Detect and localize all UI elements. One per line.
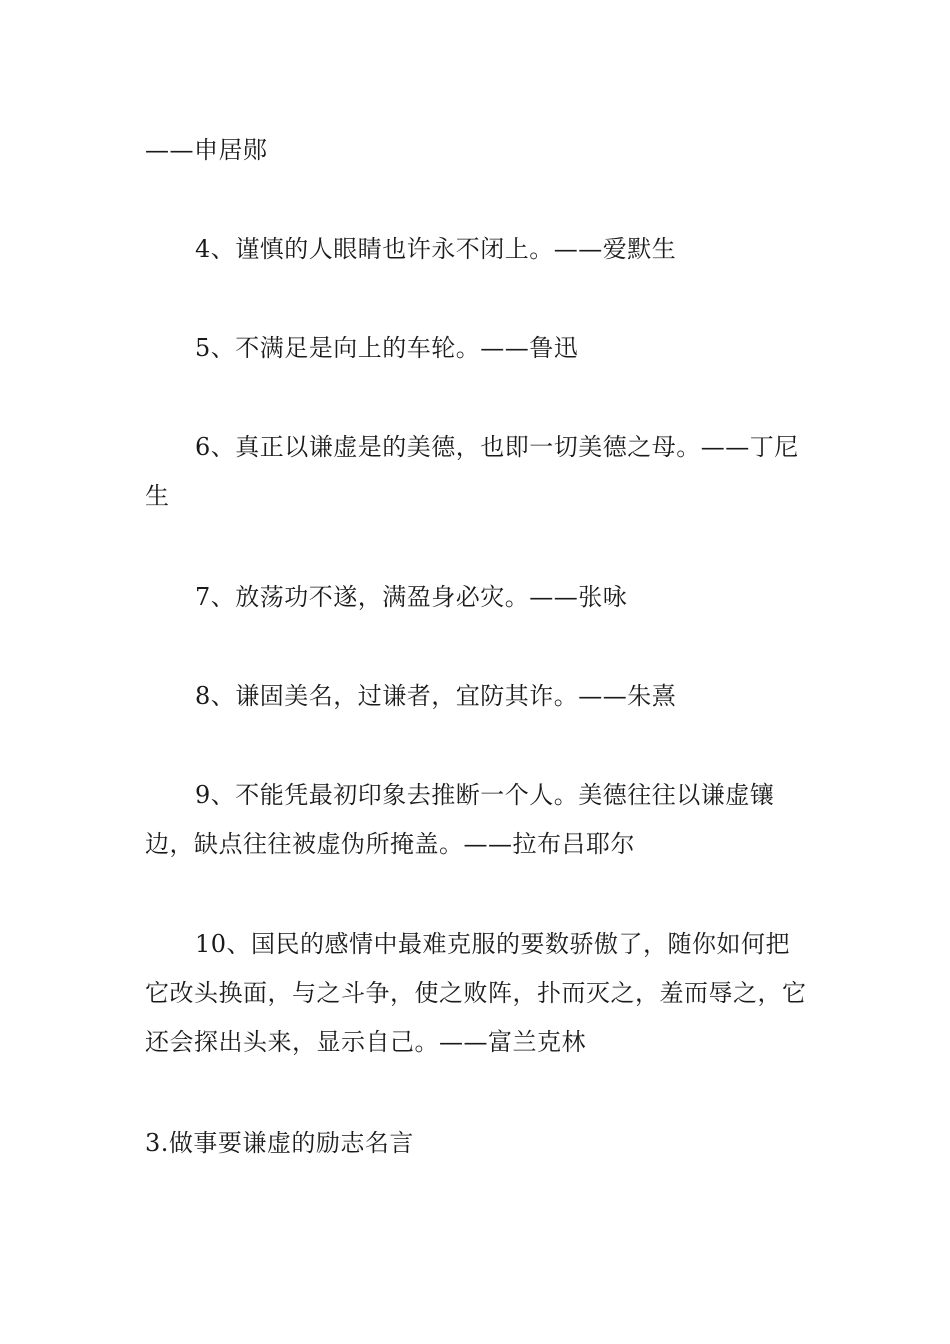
quote-9: 9、不能凭最初印象去推断一个人。美德往往以谦虚镶边，缺点往往被虚伪所掩盖。——拉布吕耶尔 [145,781,775,858]
quote-attribution-continued: ——申居郧 [145,136,268,164]
quote-4: 4、谨慎的人眼睛也许永不闭上。——爱默生 [195,235,677,263]
quote-6: 6、真正以谦虚是的美德，也即一切美德之母。——丁尼生 [145,433,799,510]
quote-8: 8、谦固美名，过谦者，宜防其诈。——朱熹 [195,682,677,710]
quote-10: 10、国民的感情中最难克服的要数骄傲了，随你如何把它改头换面，与之斗争，使之败阵，扑而灭之，羞而辱之，它还会探出头来，显示自己。——富兰克林 [145,930,807,1056]
quote-7: 7、放荡功不遂，满盈身必灾。——张咏 [195,583,628,611]
section-heading: 3.做事要谦虚的励志名言 [145,1129,414,1157]
quote-5: 5、不满足是向上的车轮。——鲁迅 [195,334,579,362]
